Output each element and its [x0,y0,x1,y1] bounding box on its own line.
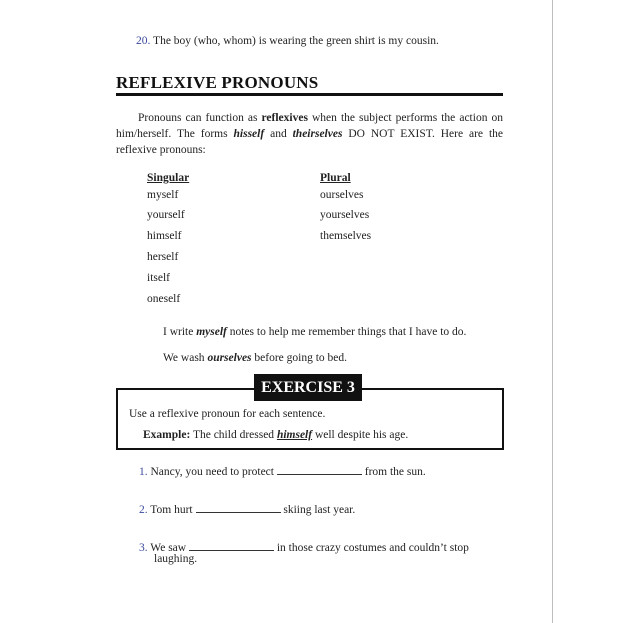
plural-header: Plural [320,172,351,184]
singular-header: Singular [147,172,190,184]
exercise-item-20 [136,35,439,47]
intro-text-3: and [264,128,293,140]
example-label: Example: [143,429,191,441]
example-text: notes to help me remember things that I have to do. [226,326,467,338]
term-hisself: hisself [233,128,265,140]
pronoun-singular: yourself [147,209,185,221]
item-text: We saw [150,542,189,554]
item-text: skiing last year. [280,504,356,516]
term-reflexives: reflexives [261,112,308,124]
pronoun-plural: ourselves [320,189,364,201]
example-reflexive: myself [196,326,227,338]
pronoun-singular: itself [147,272,170,284]
example-sentence [163,326,466,338]
example-reflexive: ourselves [207,352,252,364]
item-number: 3. [139,542,148,554]
item-number: 1. [139,466,148,478]
intro-text-1: Pronouns can function as [138,112,262,124]
pronoun-plural: themselves [320,230,372,242]
exercise-item-3 [139,540,469,554]
example-text: before going to bed. [251,352,348,364]
example-text: well despite his age. [312,429,409,441]
pronoun-singular: myself [147,189,179,201]
exercise-example [143,429,408,441]
example-text: I write [163,326,197,338]
pronoun-singular: herself [147,251,179,263]
intro-text-2: when the subject performs the action on him/herself. The forms [116,112,503,140]
item-text: Nancy, you need to protect [150,466,277,478]
pronoun-singular: oneself [147,293,181,305]
item-text: in those crazy costumes and couldn’t stop [273,542,469,554]
item-text: Tom hurt [150,504,196,516]
example-text: The child dressed [190,429,277,441]
exercise-item-3-continuation: laughing. [154,553,198,565]
term-theirselves: theirselves [292,128,343,140]
item-number: 2. [139,504,148,516]
page-edge [552,0,553,623]
section-title-rule [116,93,503,96]
item-text: The boy (who, whom) is wearing the green shirt is my cousin. [153,35,439,47]
exercise-item-2 [139,502,355,516]
exercise-item-1 [139,464,426,478]
answer-blank[interactable] [189,540,274,551]
answer-blank[interactable] [277,464,362,475]
intro-paragraph [116,110,503,158]
pronoun-plural: yourselves [320,209,370,221]
item-number: 20. [136,35,151,47]
example-text: We wash [163,352,208,364]
example-sentence [163,352,347,364]
exercise-title: EXERCISE 3 [254,374,362,401]
intro-text-4: DO NOT EXIST. Here are the reflexive pronouns: [116,128,503,156]
item-text: from the sun. [361,466,426,478]
example-answer: himself [276,429,313,441]
answer-blank[interactable] [196,502,281,513]
exercise-instruction: Use a reflexive pronoun for each sentence. [129,408,326,420]
section-title: REFLEXIVE PRONOUNS [116,73,319,92]
pronoun-singular: himself [147,230,182,242]
